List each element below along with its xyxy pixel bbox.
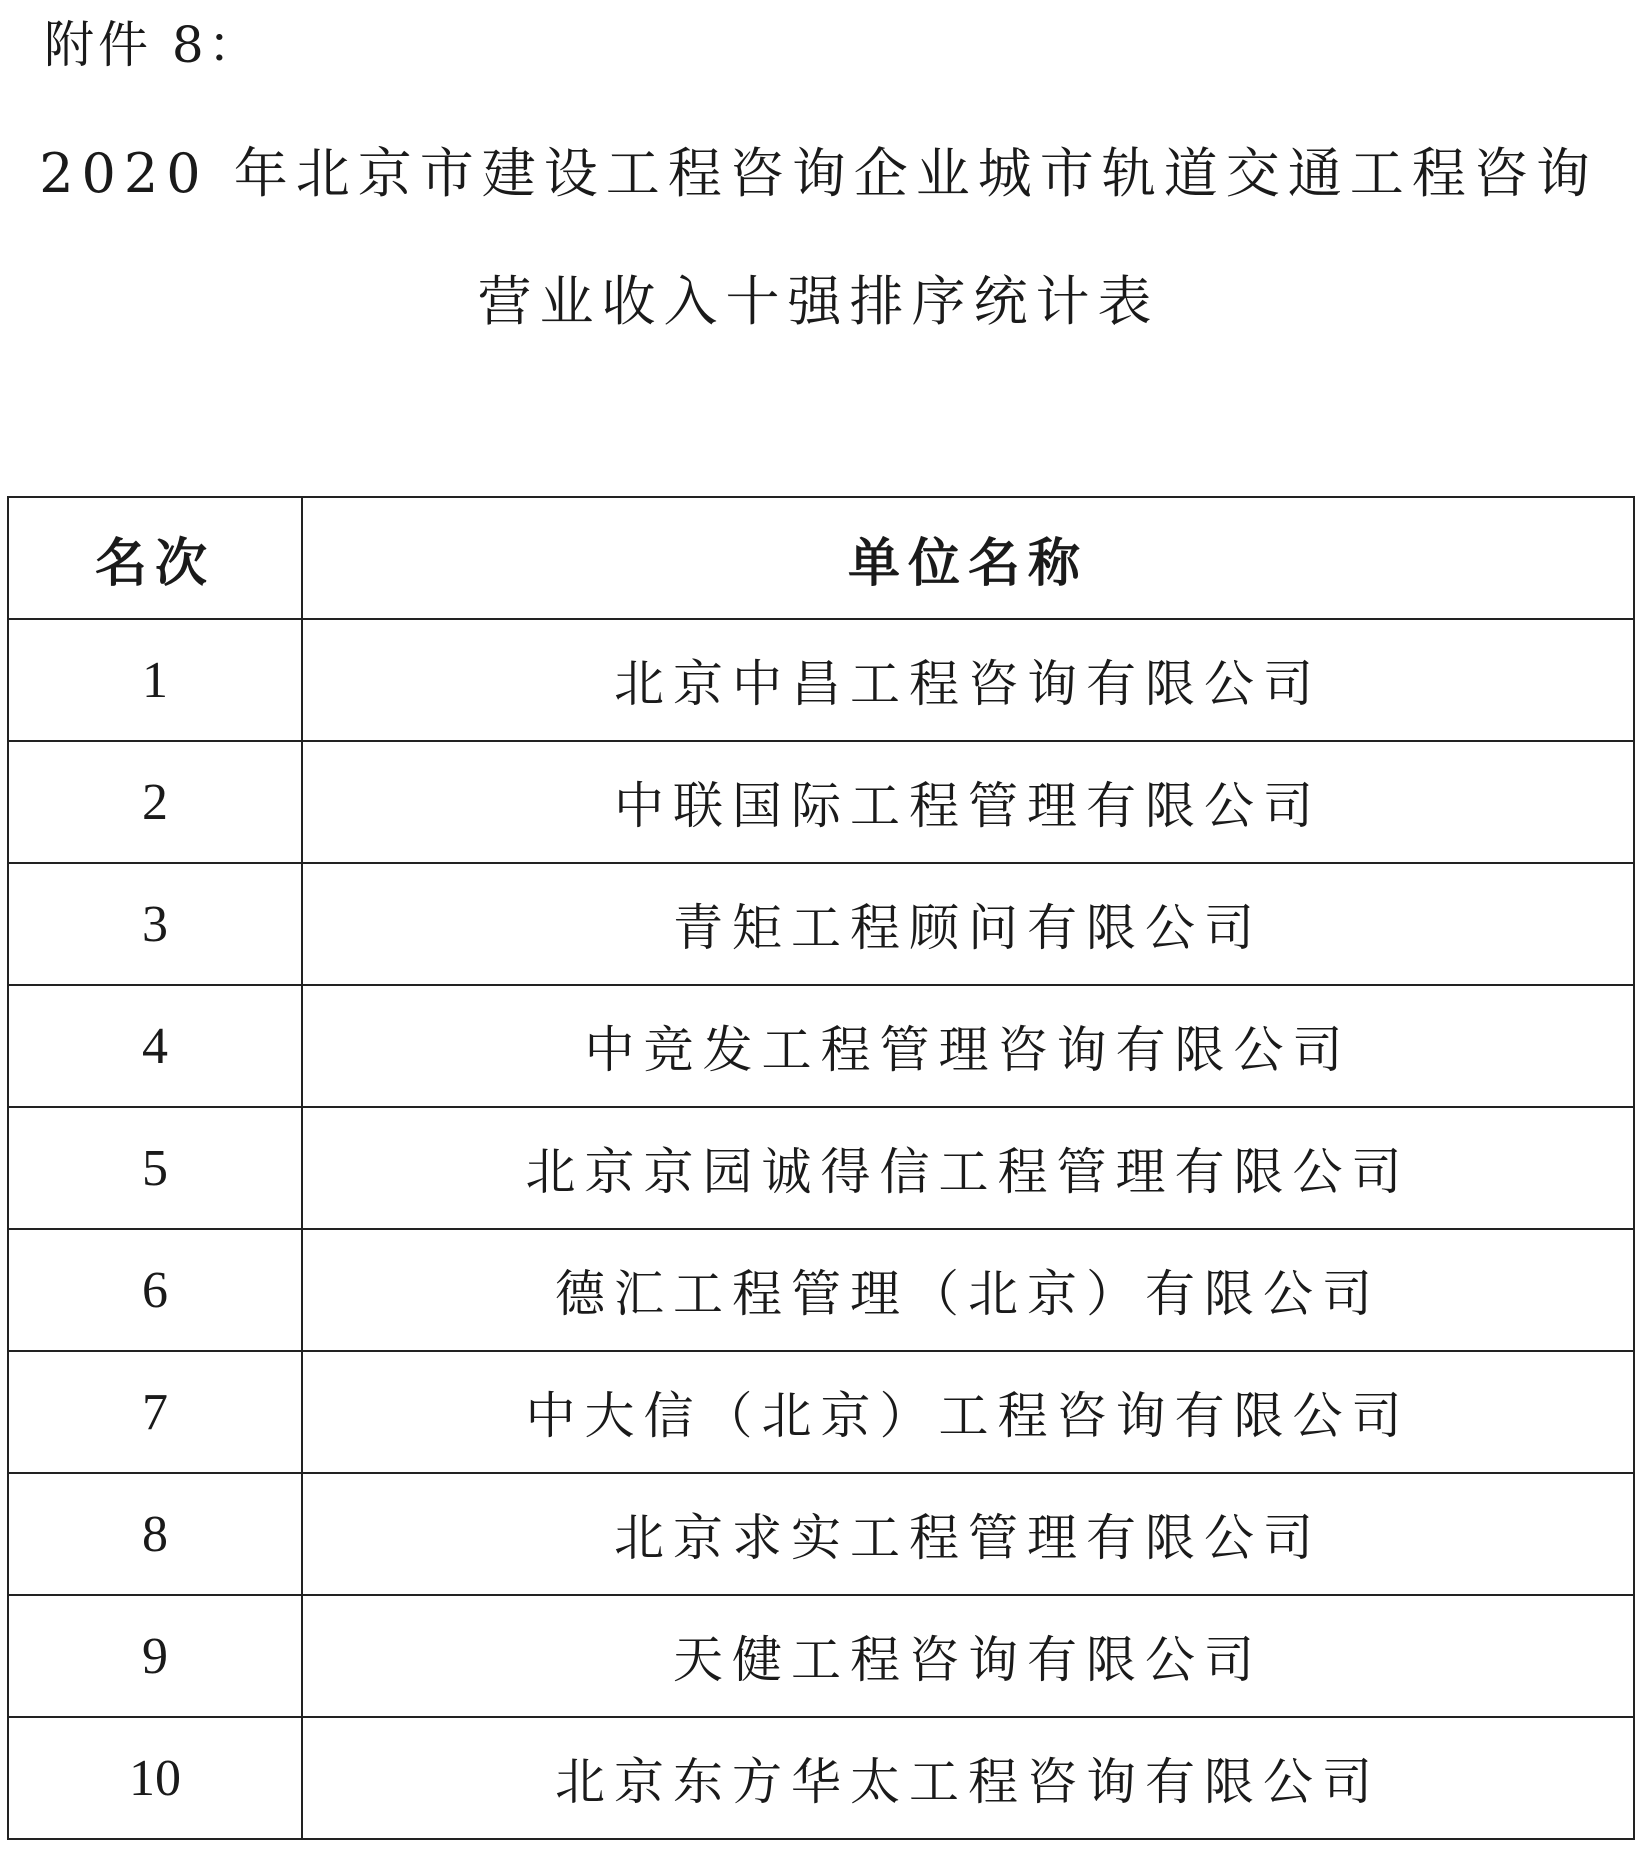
- company-name-cell: 青矩工程顾问有限公司: [302, 863, 1634, 985]
- rank-cell: 3: [8, 863, 302, 985]
- table-row: [8, 1717, 1634, 1839]
- table-row: [8, 741, 1634, 863]
- table-row: [8, 985, 1634, 1107]
- document-title-line-2: 营业收入十强排序统计表: [477, 270, 1160, 333]
- header-rank: 名次: [8, 497, 302, 619]
- rank-cell: 8: [8, 1473, 302, 1595]
- table-row: [8, 863, 1634, 985]
- rank-cell: 9: [8, 1595, 302, 1717]
- attachment-label: 附件 8：: [44, 16, 262, 74]
- company-name-cell: 北京求实工程管理有限公司: [302, 1473, 1634, 1595]
- company-name-cell: 中联国际工程管理有限公司: [302, 741, 1634, 863]
- table-row: [8, 1351, 1634, 1473]
- rank-cell: 1: [8, 619, 302, 741]
- company-name-cell: 德汇工程管理（北京）有限公司: [302, 1229, 1634, 1351]
- rank-cell: 5: [8, 1107, 302, 1229]
- table-header-row: [8, 497, 1634, 619]
- ranking-table: [7, 496, 1635, 1840]
- company-name-cell: 中竞发工程管理咨询有限公司: [302, 985, 1634, 1107]
- rank-cell: 10: [8, 1717, 302, 1839]
- document-title-line-1: 2020 年北京市建设工程咨询企业城市轨道交通工程咨询: [39, 142, 1598, 205]
- rank-cell: 4: [8, 985, 302, 1107]
- rank-cell: 6: [8, 1229, 302, 1351]
- table-row: [8, 1595, 1634, 1717]
- company-name-cell: 北京中昌工程咨询有限公司: [302, 619, 1634, 741]
- company-name-cell: 天健工程咨询有限公司: [302, 1595, 1634, 1717]
- table-row: [8, 1107, 1634, 1229]
- table-row: [8, 1473, 1634, 1595]
- company-name-cell: 北京京园诚得信工程管理有限公司: [302, 1107, 1634, 1229]
- table-row: [8, 619, 1634, 741]
- rank-cell: 7: [8, 1351, 302, 1473]
- header-company-name: 单位名称: [302, 497, 1634, 619]
- rank-cell: 2: [8, 741, 302, 863]
- company-name-cell: 中大信（北京）工程咨询有限公司: [302, 1351, 1634, 1473]
- company-name-cell: 北京东方华太工程咨询有限公司: [302, 1717, 1634, 1839]
- table-row: [8, 1229, 1634, 1351]
